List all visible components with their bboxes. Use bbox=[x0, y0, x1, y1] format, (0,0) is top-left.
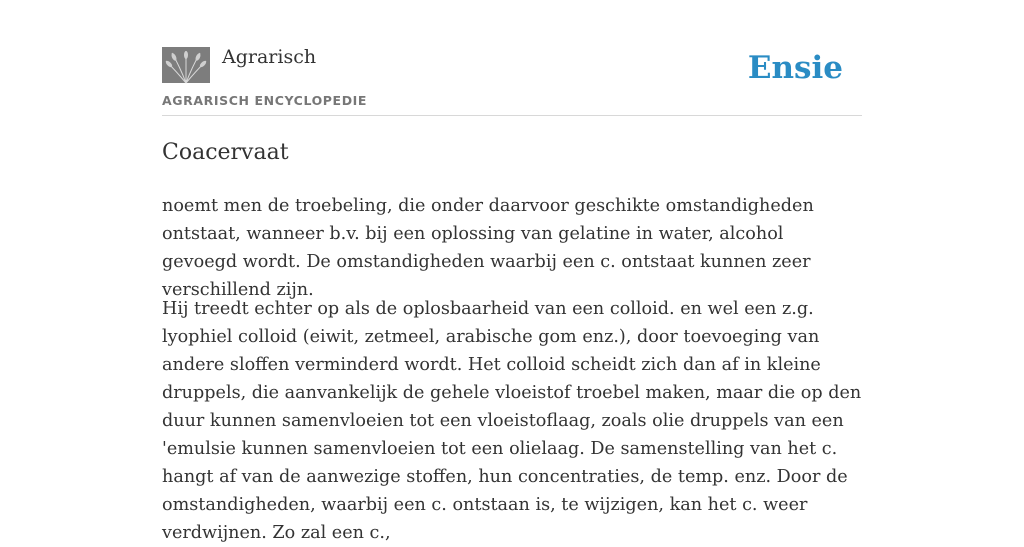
wheat-icon[interactable] bbox=[162, 47, 210, 83]
source-subtitle: AGRARISCH ENCYCLOPEDIE bbox=[162, 93, 368, 108]
header bbox=[162, 0, 862, 116]
article-paragraph-1: noemt men de troebeling, die onder daarvoor geschikte omstandigheden ontstaat, wanneer b.v. bij een oplossing van gelatine in water, alcohol gevoegd wordt. De omstandigheden waarbij een c. ontstaat kunnen zeer verschillend zijn. bbox=[162, 196, 814, 300]
source-name[interactable]: Agrarisch bbox=[222, 46, 317, 68]
brand-logo[interactable]: Ensie bbox=[747, 50, 843, 86]
article-title: Coacervaat bbox=[162, 140, 289, 165]
article-paragraph-2: Hij treedt echter op als de oplosbaarheid van een colloid. en wel een z.g. lyophiel colloid (eiwit, zetmeel, arabische gom enz.), door toevoeging van andere sloffen verminderd wordt. Het colloid scheidt zich dan af in kleine druppels, die aanvankelijk de gehele vloeistof troebel maken, maar die op den duur kunnen samenvloeien tot een vloeistoflaag, zoals olie druppels van een 'emulsie kunnen samenvloeien tot een olielaag. De samenstelling van het c. hangt af van de aanwezige stoffen, hun concentraties, de temp. enz. Door de omstandigheden, waarbij een c. ontstaan is, te wijzigen, kan het c. weer verdwijnen. Zo zal een c., bbox=[162, 299, 862, 543]
article-container bbox=[162, 0, 862, 543]
